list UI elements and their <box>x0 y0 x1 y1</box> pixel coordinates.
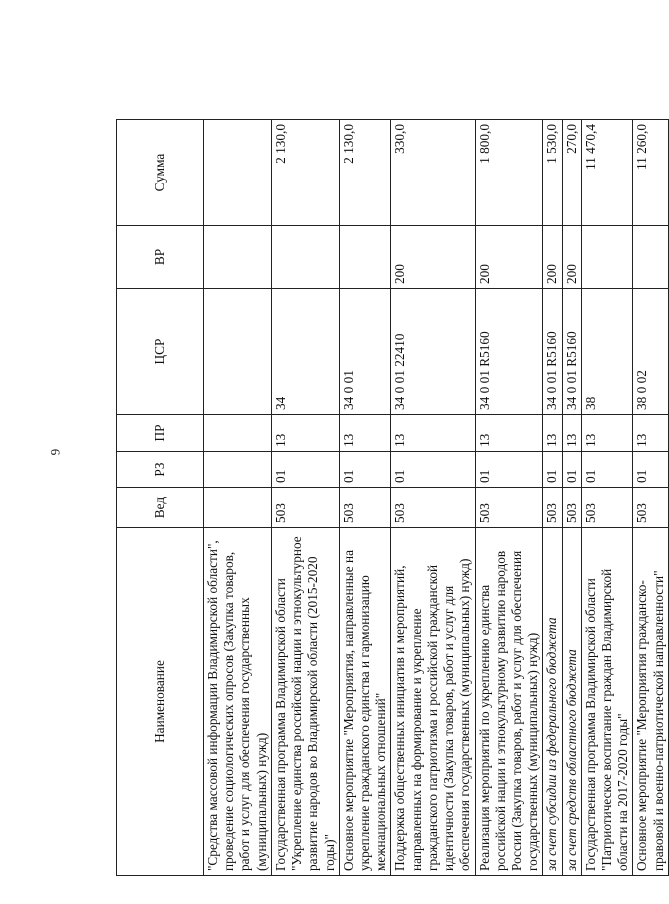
table-row <box>391 120 475 876</box>
row-csr: 34 0 01 22410 <box>391 289 475 415</box>
row-csr: 38 0 02 <box>633 289 668 415</box>
row-csr: 34 0 01 R5160 <box>543 289 562 415</box>
row-rz: 01 <box>633 452 668 488</box>
table-header-row <box>117 120 204 876</box>
row-ved: 503 <box>391 488 475 528</box>
row-name: "Средства массовой информации Владимирской области", проведение социологических опросов (Закупка товаров, работ и услуг для обеспечения государственных (муниципальных) нужд) <box>204 528 272 876</box>
table-row <box>543 120 562 876</box>
header-ved: Вед <box>117 488 204 528</box>
row-vr: 200 <box>543 226 562 289</box>
row-vr <box>271 226 339 289</box>
table-row <box>339 120 391 876</box>
row-vr <box>339 226 391 289</box>
row-name: за счет средств областного бюджета <box>562 528 581 876</box>
header-csr: ЦСР <box>117 289 204 415</box>
row-sum <box>204 120 272 226</box>
row-vr: 200 <box>475 226 543 289</box>
row-sum: 1 530,0 <box>543 120 562 226</box>
row-rz: 01 <box>475 452 543 488</box>
row-ved <box>204 488 272 528</box>
table-row <box>633 120 668 876</box>
row-sum: 330,0 <box>391 120 475 226</box>
row-pr: 13 <box>475 415 543 452</box>
row-csr: 34 0 01 <box>339 289 391 415</box>
row-name: Государственная программа Владимирской области "Патриотическое воспитание граждан Владимирской области на 2017-2020 годы" <box>581 528 633 876</box>
row-rz: 01 <box>271 452 339 488</box>
row-name: Государственная программа Владимирской области "Укрепление единства российской нации и этнокультурное развитие народов во Владимирской области (2015-2020 годы)" <box>271 528 339 876</box>
row-rz: 01 <box>581 452 633 488</box>
row-sum: 2 130,0 <box>271 120 339 226</box>
budget-table <box>116 119 669 876</box>
row-pr: 13 <box>339 415 391 452</box>
row-pr <box>204 415 272 452</box>
row-vr: 200 <box>391 226 475 289</box>
row-pr: 13 <box>581 415 633 452</box>
header-name: Наименование <box>117 528 204 876</box>
table-row <box>271 120 339 876</box>
row-csr: 38 <box>581 289 633 415</box>
row-pr: 13 <box>271 415 339 452</box>
table-row <box>475 120 543 876</box>
row-ved: 503 <box>475 488 543 528</box>
row-sum: 11 470,4 <box>581 120 633 226</box>
row-pr: 13 <box>391 415 475 452</box>
row-name: Основное мероприятие "Мероприятия гражданско-правовой и военно-патриотической направленности" <box>633 528 668 876</box>
row-sum: 11 260,0 <box>633 120 668 226</box>
table-row <box>581 120 633 876</box>
row-ved: 503 <box>339 488 391 528</box>
row-sum: 2 130,0 <box>339 120 391 226</box>
row-rz: 01 <box>562 452 581 488</box>
row-rz: 01 <box>391 452 475 488</box>
row-name: Реализация мероприятий по укреплению единства российской нации и этнокультурному развитию народов России (Закупка товаров, работ и услуг для обеспечения государственных (муниципальных) нужд) <box>475 528 543 876</box>
row-ved: 503 <box>271 488 339 528</box>
row-pr: 13 <box>633 415 668 452</box>
row-rz <box>204 452 272 488</box>
header-pr: ПР <box>117 415 204 452</box>
row-name: за счет субсидии из федерального бюджета <box>543 528 562 876</box>
page-number: 6 <box>48 448 63 456</box>
row-pr: 13 <box>562 415 581 452</box>
row-vr <box>581 226 633 289</box>
row-vr <box>204 226 272 289</box>
row-ved: 503 <box>562 488 581 528</box>
row-rz: 01 <box>543 452 562 488</box>
row-ved: 503 <box>633 488 668 528</box>
row-ved: 503 <box>543 488 562 528</box>
row-name: Поддержка общественных инициатив и мероприятий, направленных на формирование и укрепление гражданского патриотизма и российской гражданской идентичности (Закупка товаров, работ и услуг для обеспечения государственных (муниципальных) нужд) <box>391 528 475 876</box>
header-rz: РЗ <box>117 452 204 488</box>
table-row <box>204 120 272 876</box>
row-pr: 13 <box>543 415 562 452</box>
row-csr <box>204 289 272 415</box>
row-sum: 1 800,0 <box>475 120 543 226</box>
header-vr: ВР <box>117 226 204 289</box>
row-csr: 34 0 01 R5160 <box>475 289 543 415</box>
table-row <box>562 120 581 876</box>
row-sum: 270,0 <box>562 120 581 226</box>
row-vr <box>633 226 668 289</box>
rotated-page-content <box>116 120 666 876</box>
row-csr: 34 0 01 R5160 <box>562 289 581 415</box>
header-sum: Сумма <box>117 120 204 226</box>
row-name: Основное мероприятие "Мероприятия, направленные на укрепление гражданского единства и гармонизацию межнациональных отношений" <box>339 528 391 876</box>
row-vr: 200 <box>562 226 581 289</box>
row-ved: 503 <box>581 488 633 528</box>
row-csr: 34 <box>271 289 339 415</box>
row-rz: 01 <box>339 452 391 488</box>
